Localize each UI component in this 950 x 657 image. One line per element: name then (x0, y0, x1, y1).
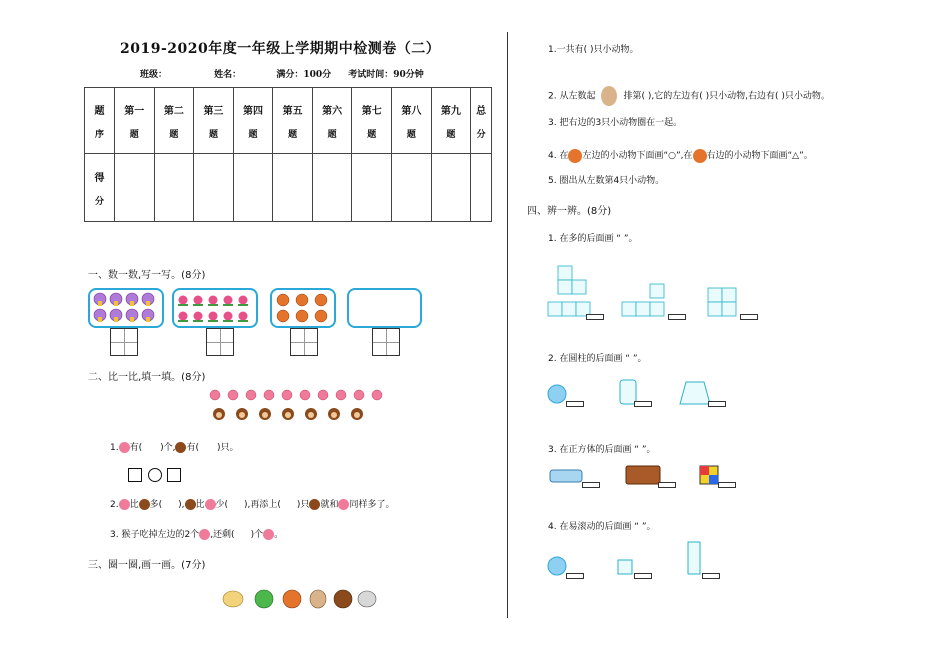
section2-heading: 二、比一比,填一填。(8分) (88, 372, 206, 383)
monkey-icon (175, 442, 186, 453)
score-cell[interactable] (352, 154, 392, 222)
frustum-icon (680, 382, 710, 404)
compare-circle[interactable] (148, 468, 162, 482)
squirrel-icon (283, 590, 301, 608)
squirrel-icons (272, 290, 334, 326)
answer-box[interactable] (668, 314, 686, 320)
peach-icon (199, 529, 210, 540)
monkey-icon (334, 590, 352, 608)
s4-question-3: 3. 在正方体的后面画 “ ”。 (548, 445, 656, 455)
s3-question-1: 1.一共有( )只小动物。 (548, 45, 639, 55)
monkey-icon (139, 499, 150, 510)
pencil-case-icon (550, 470, 582, 482)
squirrel-icon (568, 149, 582, 163)
unicorn-icon (223, 591, 243, 607)
cuboid-icon (688, 542, 700, 574)
table-head-cell: 第九 题 (431, 88, 471, 154)
score-cell[interactable] (312, 154, 352, 222)
answer-grid[interactable] (110, 328, 138, 356)
score-cell[interactable] (115, 154, 155, 222)
answer-box[interactable] (718, 482, 736, 488)
answer-box[interactable] (634, 401, 652, 407)
full-score: 满分：100分 (276, 70, 332, 80)
table-head-cell: 题 序 (85, 88, 115, 154)
sphere-icon (548, 385, 566, 403)
score-cell[interactable] (154, 154, 194, 222)
answer-box[interactable] (586, 314, 604, 320)
animal-row (220, 580, 380, 614)
answer-box[interactable] (658, 482, 676, 488)
s3-question-3: 3. 把右边的3只小动物圈在一起。 (548, 118, 683, 128)
score-cell[interactable] (392, 154, 432, 222)
s4-question-2: 2. 在圆柱的后面画 “ ”。 (548, 354, 647, 364)
answer-grid[interactable] (206, 328, 234, 356)
s2-question-3: 3. 猴子吃掉左边的2个 ,还剩( )个 。 (110, 530, 284, 540)
s3-question-5: 5. 圈出从左数第4只小动物。 (548, 176, 665, 186)
rabbit-icon (601, 86, 617, 106)
squirrel-box (270, 288, 336, 328)
compare-square-right[interactable] (167, 468, 181, 482)
s4-question-1: 1. 在多的后面画 “ ”。 (548, 234, 638, 244)
rabbit-icon (310, 590, 326, 608)
s2-question-2: 2. 比 多( ), 比 少( ),再添上( )只 就和 同样多了。 (110, 500, 395, 510)
mushroom-box (88, 288, 164, 328)
peach-icon (263, 529, 274, 540)
peach-icon (119, 442, 130, 453)
s2-question-1: 1. 有( )个, 有( )只。 (110, 443, 239, 453)
table-head-cell: 第三 题 (194, 88, 234, 154)
section1-heading: 一、数一数,写一写。(8分) (88, 270, 206, 281)
answer-grid[interactable] (372, 328, 400, 356)
monkey-icon (309, 499, 320, 510)
exam-time: 考试时间：90分钟 (348, 70, 424, 80)
s3-question-4: 4. 在 左边的小动物下面画“○”,在 右边的小动物下面画“△”。 (548, 148, 813, 163)
table-head-cell: 第二 题 (154, 88, 194, 154)
class-label: 班级： (140, 70, 168, 80)
mushroom-icons (90, 290, 162, 326)
box-icon (626, 466, 660, 484)
score-cell[interactable] (273, 154, 313, 222)
table-head-cell: 得 分 (85, 154, 115, 222)
flower-icons (174, 290, 256, 326)
cube-icon (618, 560, 632, 574)
peach-icon (119, 499, 130, 510)
score-cell[interactable] (194, 154, 234, 222)
score-table (84, 87, 492, 222)
section3-heading: 三、圈一圈,画一画。(7分) (88, 560, 206, 571)
header-info (140, 67, 438, 80)
answer-box[interactable] (566, 573, 584, 579)
page-title: 2019-2020年度一年级上学期期中检测卷（二） (120, 41, 441, 57)
cube-block (706, 286, 740, 320)
cube-stacks (544, 262, 694, 322)
table-head-cell: 第四 题 (233, 88, 273, 154)
answer-box[interactable] (634, 573, 652, 579)
name-label: 姓名： (214, 70, 242, 80)
table-head-cell: 第一 题 (115, 88, 155, 154)
compare-square-left[interactable] (128, 468, 142, 482)
answer-box[interactable] (740, 314, 758, 320)
table-head-cell: 总 分 (471, 88, 492, 154)
score-cell[interactable] (233, 154, 273, 222)
answer-grid[interactable] (290, 328, 318, 356)
section4-heading: 四、辨一辨。(8分) (527, 206, 612, 217)
table-head-cell: 第六 题 (312, 88, 352, 154)
table-head-cell: 第五 题 (273, 88, 313, 154)
flower-box (172, 288, 258, 328)
peach-icon (338, 499, 349, 510)
answer-box[interactable] (708, 401, 726, 407)
score-cell[interactable] (431, 154, 471, 222)
answer-box[interactable] (702, 573, 720, 579)
goat-icon (358, 591, 376, 607)
column-divider (507, 32, 508, 618)
squirrel-icon (693, 149, 707, 163)
object-row (546, 462, 726, 490)
table-head-cell: 第七 题 (352, 88, 392, 154)
peach-icon (205, 499, 216, 510)
frog-icon (255, 590, 273, 608)
sphere-icon (548, 557, 566, 575)
table-head-cell: 第八 题 (392, 88, 432, 154)
s3-question-2: 2. 从左数起 排第( ),它的左边有( )只小动物,右边有( )只小动物。 (548, 86, 830, 106)
s4-question-4: 4. 在易滚动的后面画 “ ”。 (548, 522, 656, 532)
answer-box[interactable] (582, 482, 600, 488)
peach-monkey-rows (206, 386, 386, 426)
score-cell[interactable] (471, 154, 492, 222)
empty-box (347, 288, 422, 328)
monkey-icon (185, 499, 196, 510)
answer-box[interactable] (566, 401, 584, 407)
